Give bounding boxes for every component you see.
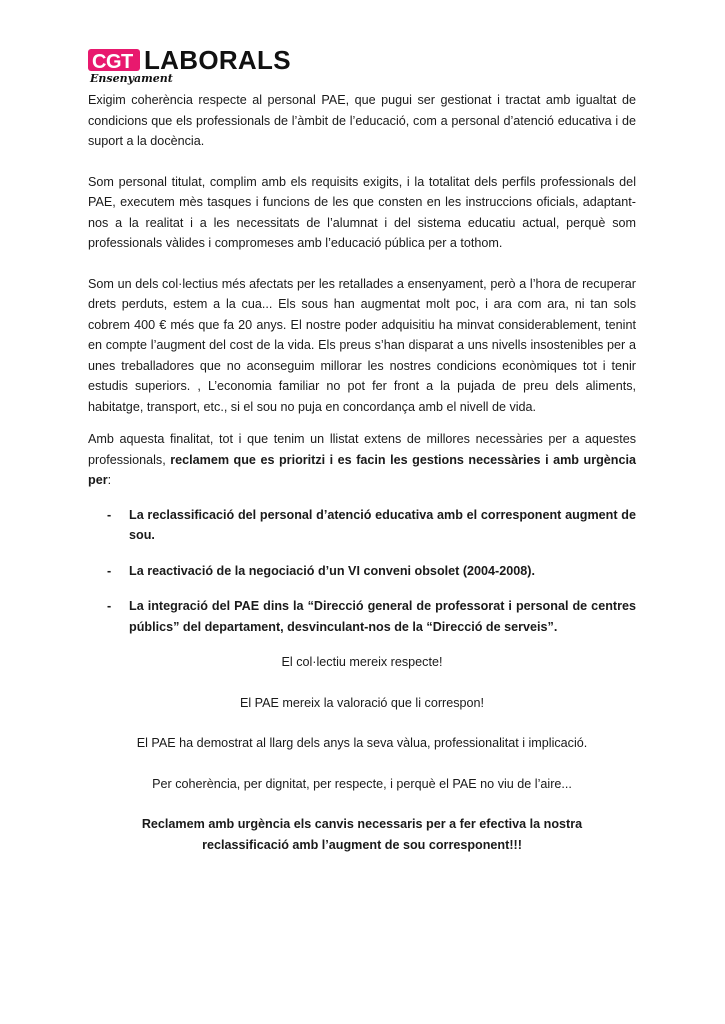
dash-bullet: - <box>107 507 112 522</box>
cgt-badge-text: CGT <box>92 51 133 73</box>
closing-line-3: El PAE ha demostrat al llarg dels anys la seva vàlua, professionalitat i implicació. <box>136 736 588 750</box>
list-item-text: La reactivació de la negociació d’un VI conveni obsolet (2004-2008). <box>129 563 535 578</box>
intro-end: : <box>107 473 112 487</box>
list-item-text: La integració del PAE dins la “Direcció general de professorat i personal de centres públics” del departament, desvinculant-nos de la “Direcció de serveis”. <box>129 599 636 634</box>
closing-line-1: El col·lectiu mereix respecte! <box>281 655 443 669</box>
cgt-laborals-logo <box>88 45 291 86</box>
intro-paragraph <box>88 429 636 491</box>
paragraph-3: Som un dels col·lectius més afectats per les retallades a ensenyament, però a l’hora de recuperar drets perduts, estem a la cua... Els sous han augmentat molt poc, i ara com ara, ni tan sols cobrem 400 € més que fa 20 anys. El nostre poder adquisitiu ha minvat considerablement, tenint en compte l’augment del cost de la vida. Els preus s’han disparat a uns nivells insostenibles per a unes treballadores que no aconseguim millorar les nostres condicions econòmiques tot i tenir estudis superiors. , L’economia familiar no pot fer front a la pujada de preu dels aliments, habitatge, transport, etc., si el sou no puja en concordança amb el nivell de vida. <box>88 276 636 414</box>
closing-line-2: El PAE mereix la valoració que li correspon! <box>239 695 485 710</box>
list-item <box>88 505 636 546</box>
demands-list <box>88 505 636 638</box>
intro-text: Amb aquesta finalitat, tot i que tenim un llistat extens de millores necessàries per a aquestes professionals, <box>88 432 636 467</box>
document-body <box>88 90 636 855</box>
closing-line-4: Per coherència, per dignitat, per respecte, i perquè el PAE no viu de l’aire... <box>152 776 572 791</box>
list-item <box>88 596 636 637</box>
dash-bullet: - <box>107 563 112 578</box>
cgt-badge <box>88 49 140 71</box>
paragraph-2: Som personal titulat, complim amb els requisits exigits, i la totalitat dels perfils professionals del PAE, executem mès tasques i funcions de les que consten en les instruccions oficials, adaptant-nos a la realitat i a les necessitats de l’alumnat i del sistema educatiu actual, perquè som professionals vàlides i compromeses amb l’educació pública per a tothom. <box>88 174 636 250</box>
list-item-text: La reclassificació del personal d’atenció educativa amb el corresponent augment de sou. <box>129 507 636 542</box>
dash-bullet: - <box>107 599 112 613</box>
logo-subtitle: Ensenyament <box>90 72 173 85</box>
intro-bold-text: reclamem que es prioritzi i es facin les gestions necessàries i amb urgència per <box>88 452 636 487</box>
logo-title: LABORALS <box>144 45 291 75</box>
paragraph-1: Exigim coherència respecte al personal PAE, que pugui ser gestionat i tractat amb igualtat de condicions que els professionals de l’àmbit de l’educació, com a personal d’atenció educativa i de suport a la docència. <box>88 93 636 148</box>
list-item <box>88 561 636 582</box>
final-demand: Reclamem amb urgència els canvis necessaris per a fer efectiva la nostra reclassificació amb l’augment de sou corresponent!!! <box>141 817 583 852</box>
